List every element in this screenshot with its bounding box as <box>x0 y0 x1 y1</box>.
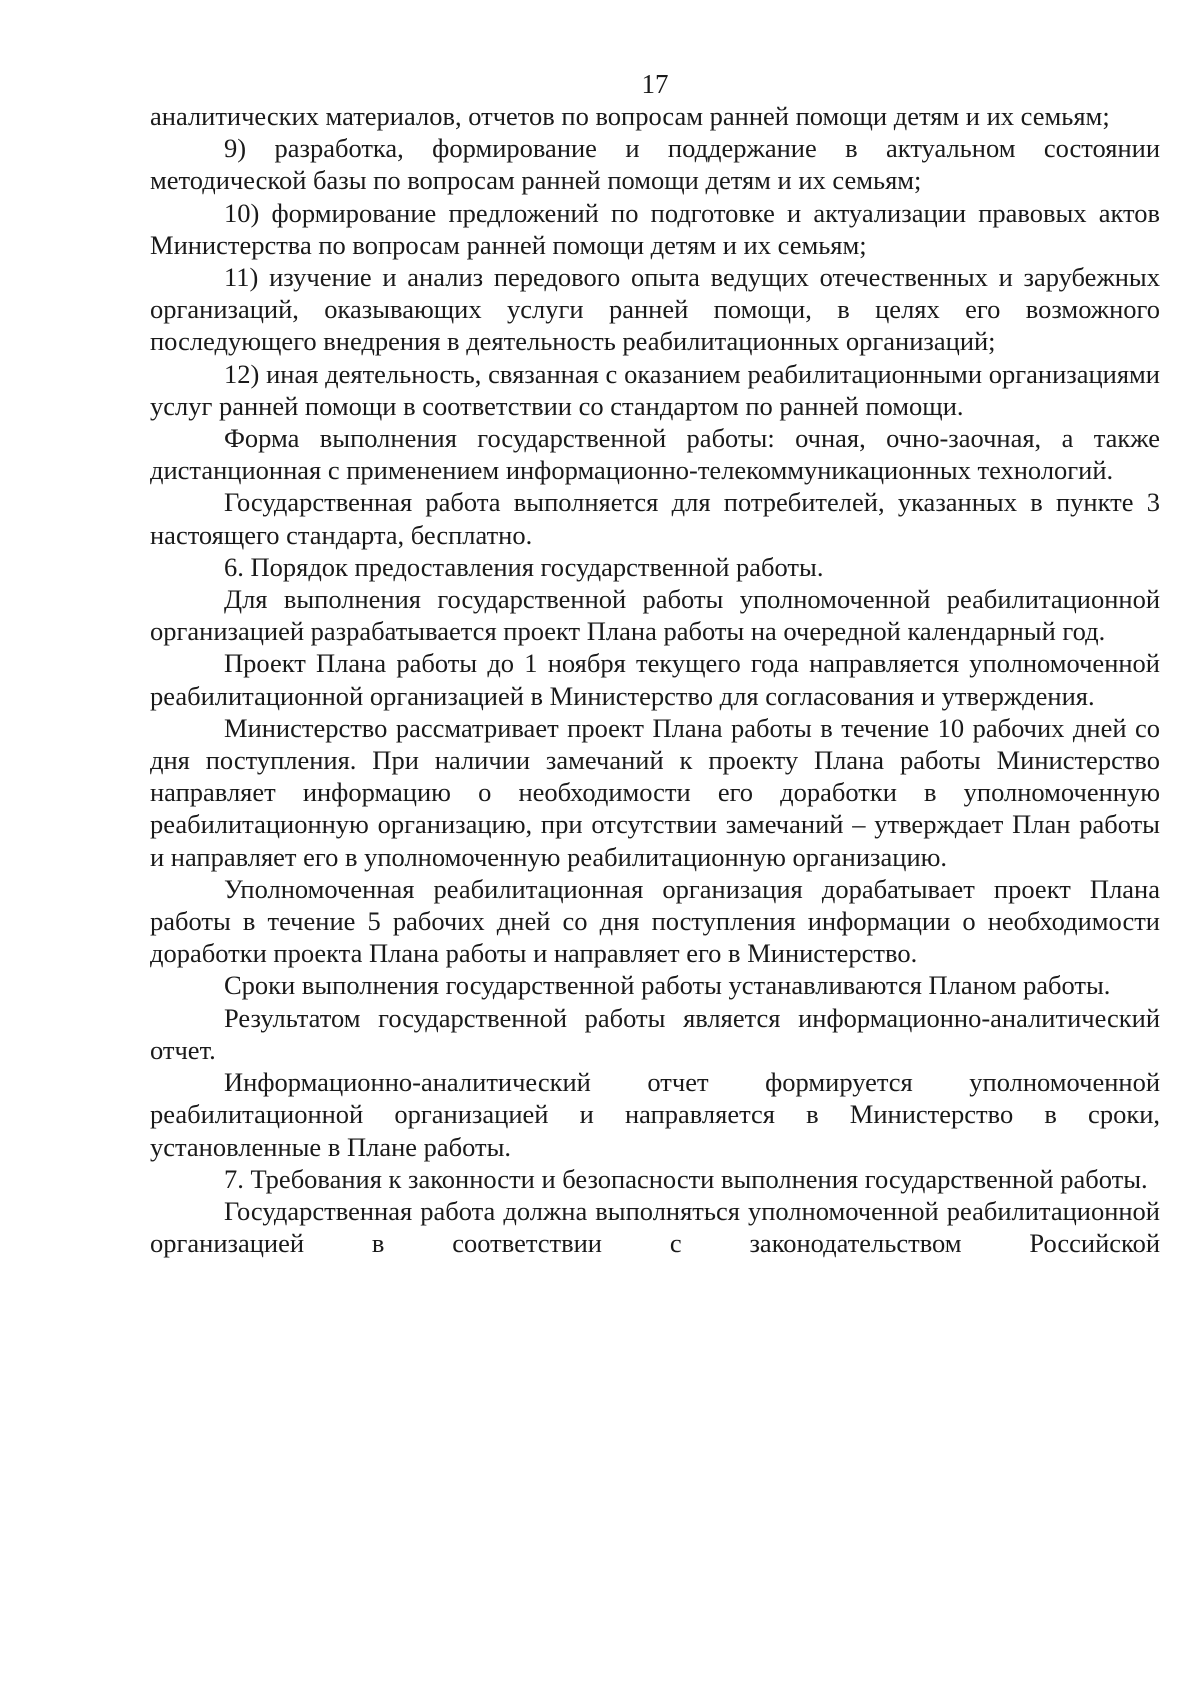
document-page <box>150 68 1160 1259</box>
paragraph: 12) иная деятельность, связанная с оказанием реабилитационными организациями услуг ранней помощи в соответствии со стандартом по ранней помощи. <box>150 358 1160 421</box>
page-number: 17 <box>641 69 669 99</box>
paragraph: Государственная работа должна выполняться уполномоченной реабилитационной организацией в соответствии с законодательством Российской <box>150 1195 1160 1259</box>
paragraph: 10) формирование предложений по подготовке и актуализации правовых актов Министерства по вопросам ранней помощи детям и их семьям; <box>150 197 1160 260</box>
paragraph: 6. Порядок предоставления государственной работы. <box>224 551 824 582</box>
paragraph: Результатом государственной работы является информационно-аналитический отчет. <box>150 1002 1160 1065</box>
paragraph: 11) изучение и анализ передового опыта ведущих отечественных и зарубежных организаций, оказывающих услуги ранней помощи, в целях его возможного последующего внедрения в деятельность реабилитационных организаций; <box>150 262 1160 357</box>
paragraph: 9) разработка, формирование и поддержание в актуальном состоянии методической базы по вопросам ранней помощи детям и их семьям; <box>150 133 1160 196</box>
paragraph: Проект Плана работы до 1 ноября текущего года направляется уполномоченной реабилитационной организацией в Министерство для согласования и утверждения. <box>150 648 1160 711</box>
paragraph: Информационно-аналитический отчет формируется уполномоченной реабилитационной организацией и направляется в Министерство в сроки, установленные в Плане работы. <box>150 1067 1160 1162</box>
paragraph: 7. Требования к законности и безопасности выполнения государственной работы. <box>224 1163 1148 1194</box>
paragraph: Государственная работа выполняется для потребителей, указанных в пункте 3 настоящего стандарта, бесплатно. <box>150 487 1160 550</box>
paragraph: Уполномоченная реабилитационная организация дорабатывает проект Плана работы в течение 5 рабочих дней со дня поступления информации о необходимости доработки проекта Плана работы и направляет его в Министерство. <box>150 873 1160 969</box>
document-body <box>150 100 1160 1259</box>
paragraph: Министерство рассматривает проект Плана работы в течение 10 рабочих дней со дня поступления. При наличии замечаний к проекту Плана работы Министерство направляет информацию о необходимости его доработки в уполномоченную реабилитационную организацию, при отсутствии замечаний – утверждает План работы и направляет его в уполномоченную реабилитационную организацию. <box>150 712 1160 872</box>
paragraph: Сроки выполнения государственной работы устанавливаются Планом работы. <box>224 970 1111 1001</box>
paragraph: аналитических материалов, отчетов по вопросам ранней помощи детям и их семьям; <box>150 101 1110 131</box>
paragraph: Для выполнения государственной работы уполномоченной реабилитационной организацией разрабатывается проект Плана работы на очередной календарный год. <box>150 584 1160 647</box>
paragraph: Форма выполнения государственной работы: очная, очно-заочная, а также дистанционная с применением информационно-телекоммуникационных технологий. <box>150 423 1160 486</box>
